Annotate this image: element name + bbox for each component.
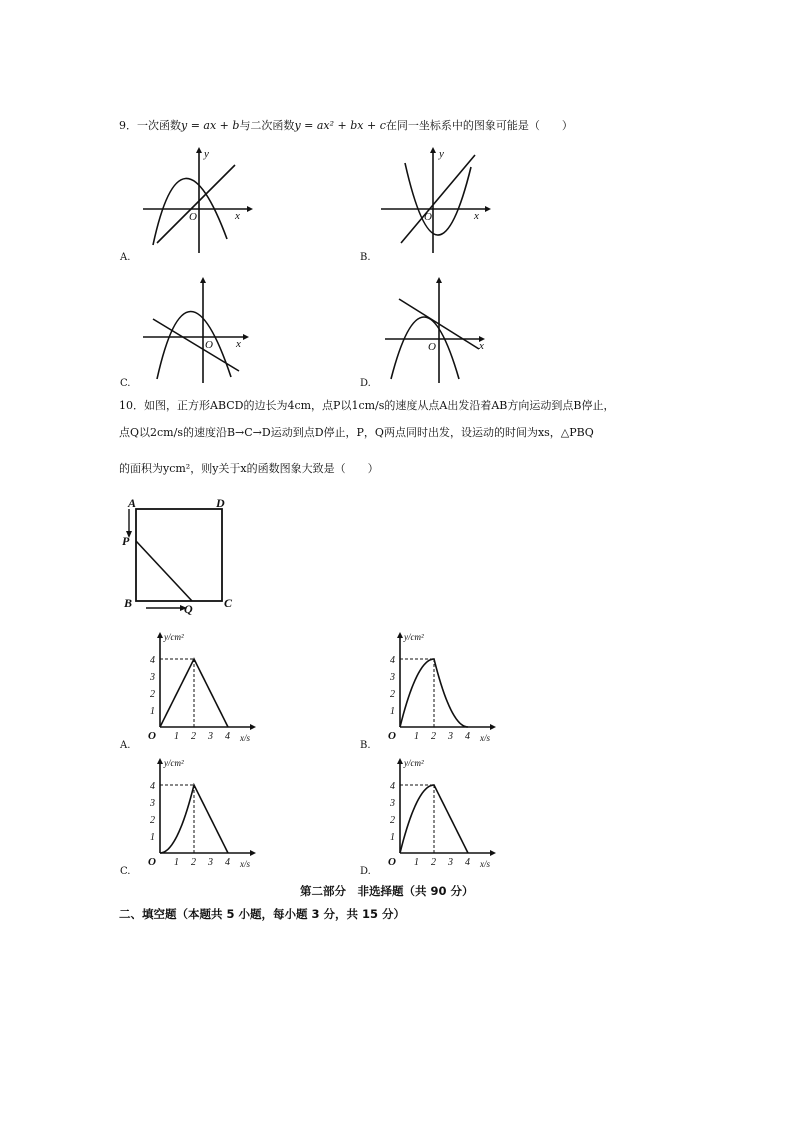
fill-in-section-title: 二、填空题（本题共 5 小题，每小题 3 分，共 15 分） (119, 907, 406, 921)
y-tick-label: 3 (150, 798, 155, 809)
q10-option-b: B. (360, 740, 371, 751)
x-axis-arrow-icon (250, 724, 256, 730)
q9c-origin: O (205, 339, 213, 351)
q10-graph-b (380, 632, 500, 742)
q9-option-a: A. (120, 252, 131, 263)
q9b-x-label: x (474, 210, 479, 222)
q9-graph-d (375, 275, 495, 385)
q9b-y-label: y (439, 148, 444, 160)
y-tick-label: 4 (390, 655, 395, 666)
square-label-q: Q (184, 602, 193, 616)
q9a-origin: O (189, 211, 197, 223)
q9a-y-label: y (204, 148, 209, 160)
x-axis-arrow-icon (250, 850, 256, 856)
y-tick-label: 2 (150, 815, 155, 826)
q10-graph-c (140, 758, 260, 868)
y-axis-arrow-icon (157, 758, 163, 764)
q9d-x-label: x (479, 340, 484, 352)
q10-option-c: C. (120, 866, 131, 877)
origin-label: O (148, 856, 156, 868)
origin-label: O (388, 856, 396, 868)
part-two-title: 第二部分 非选择题（共 90 分） (300, 884, 474, 898)
x-tick-label: 4 (225, 731, 230, 742)
x-tick-label: 2 (191, 731, 196, 742)
y-axis-arrow-icon (397, 632, 403, 638)
x-axis-label: x/s (240, 733, 250, 743)
x-tick-label: 2 (191, 857, 196, 868)
x-tick-label: 4 (225, 857, 230, 868)
q9-graph-a (135, 145, 255, 255)
x-axis-label: x/s (240, 859, 250, 869)
y-axis-label: y/cm² (164, 632, 184, 642)
y-tick-label: 1 (390, 832, 395, 843)
x-axis-arrow-icon (490, 724, 496, 730)
y-tick-label: 2 (390, 815, 395, 826)
y-axis-label: y/cm² (164, 758, 184, 768)
y-tick-label: 4 (150, 781, 155, 792)
q10-graph-a (140, 632, 260, 742)
square-label-d: D (216, 496, 225, 510)
x-tick-label: 1 (174, 731, 179, 742)
q10-graph-d (380, 758, 500, 868)
q9-stem: 9．一次函数y = ax + b与二次函数y = ax² + bx + c在同一坐标系中的图象可能是（ ） (119, 119, 573, 132)
y-axis-label: y/cm² (404, 758, 424, 768)
x-tick-label: 1 (414, 857, 419, 868)
q10-option-a: A. (120, 740, 131, 751)
square-label-c: C (224, 596, 233, 610)
x-tick-label: 3 (448, 731, 453, 742)
x-tick-label: 1 (414, 731, 419, 742)
q9b-origin: O (424, 211, 432, 223)
q10-stem-line1: 10．如图，正方形ABCD的边长为4cm，点P以1cm/s的速度从点A出发沿着AB方向运动到点B停止， (119, 399, 615, 412)
x-tick-label: 4 (465, 857, 470, 868)
y-tick-label: 3 (150, 672, 155, 683)
x-axis-label: x/s (480, 859, 490, 869)
y-axis-label: y/cm² (404, 632, 424, 642)
square-label-a: A (128, 496, 137, 510)
y-axis-arrow-icon (157, 632, 163, 638)
y-tick-label: 4 (390, 781, 395, 792)
q10-option-d: D. (360, 866, 371, 877)
q10-square-figure (118, 495, 248, 615)
x-tick-label: 3 (208, 731, 213, 742)
x-axis-label: x/s (480, 733, 490, 743)
square-label-b: B (124, 596, 133, 610)
x-tick-label: 3 (448, 857, 453, 868)
q10-stem-line3: 的面积为ycm²，则y关于x的函数图象大致是（ ） (119, 462, 379, 475)
origin-label: O (148, 730, 156, 742)
y-axis-arrow-icon (397, 758, 403, 764)
y-tick-label: 3 (390, 672, 395, 683)
q9-option-c: C. (120, 378, 131, 389)
y-tick-label: 1 (150, 706, 155, 717)
q9d-origin: O (428, 341, 436, 353)
q9-option-d: D. (360, 378, 371, 389)
x-tick-label: 3 (208, 857, 213, 868)
q9-option-b: B. (360, 252, 371, 263)
q9c-x-label: x (236, 338, 241, 350)
origin-label: O (388, 730, 396, 742)
q9a-x-label: x (235, 210, 240, 222)
y-tick-label: 1 (390, 706, 395, 717)
y-tick-label: 2 (390, 689, 395, 700)
q9-graph-b (375, 145, 495, 255)
x-tick-label: 4 (465, 731, 470, 742)
x-tick-label: 2 (431, 731, 436, 742)
x-tick-label: 1 (174, 857, 179, 868)
x-axis-arrow-icon (490, 850, 496, 856)
square-label-p: P (122, 534, 130, 548)
q10-stem-line2: 点Q以2cm/s的速度沿B→C→D运动到点D停止，P，Q两点同时出发，设运动的时间为xs，△PBQ (119, 426, 594, 439)
q9-graph-c (135, 275, 255, 385)
x-tick-label: 2 (431, 857, 436, 868)
y-tick-label: 1 (150, 832, 155, 843)
y-tick-label: 4 (150, 655, 155, 666)
y-tick-label: 3 (390, 798, 395, 809)
y-tick-label: 2 (150, 689, 155, 700)
